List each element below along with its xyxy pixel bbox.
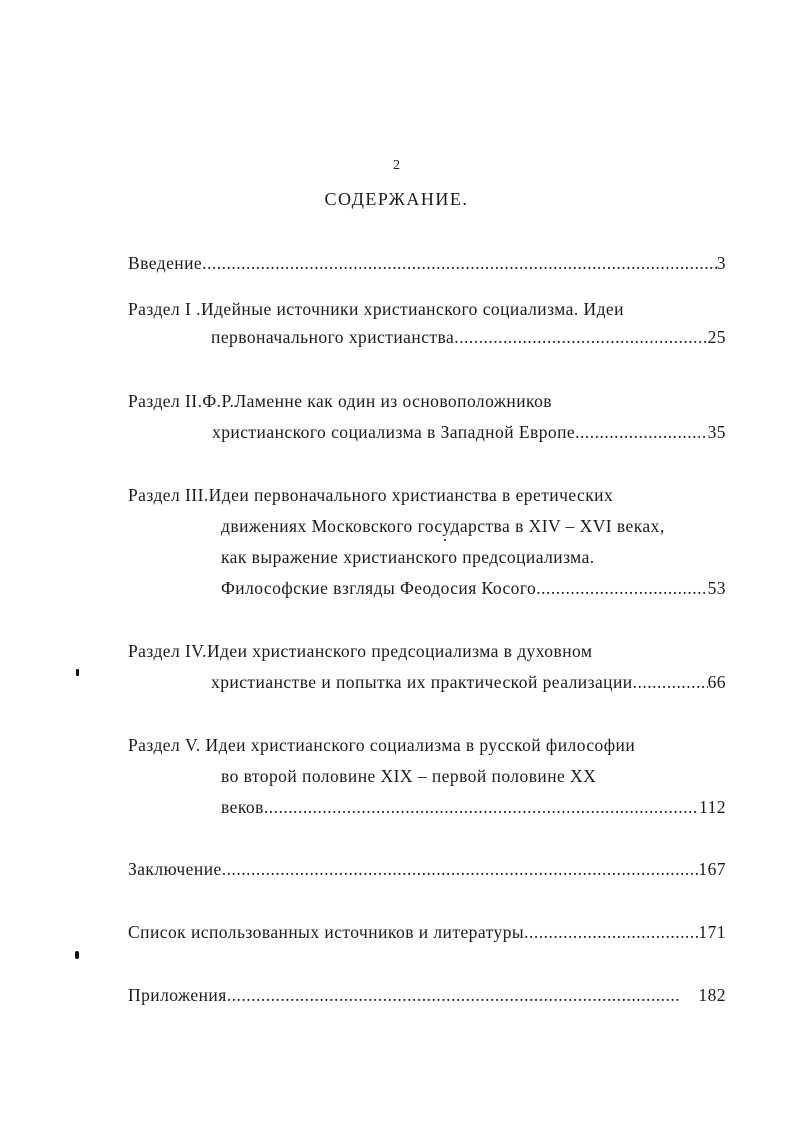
page-title: СОДЕРЖАНИЕ. [324, 189, 469, 209]
toc-leader-dots [264, 795, 699, 819]
toc-leader-dots [222, 857, 699, 881]
toc-entry-section-5 [221, 795, 726, 819]
toc-page-number: 25 [707, 327, 726, 347]
toc-entry-title: веков [221, 797, 264, 817]
toc-entry-introduction [128, 251, 726, 275]
toc-leader-dots [454, 325, 707, 349]
toc-entry-title: христианского социализма в Западной Европе [212, 422, 576, 442]
toc-entry-section-3 [221, 576, 726, 600]
toc-entry-title: первоначального христианства [211, 327, 455, 347]
toc-page-number: 35 [707, 422, 726, 442]
scan-speck [76, 669, 79, 676]
scan-speck [75, 951, 79, 959]
scan-speck [444, 539, 446, 541]
toc-entry-section-3-line-2: движениях Московского государства в XIV – XVI веках, [221, 516, 665, 536]
toc-entry-section-1 [211, 325, 726, 349]
toc-entry-title: Заключение [128, 859, 222, 879]
toc-entry-conclusion [128, 857, 726, 881]
toc-page-number: 112 [699, 797, 726, 817]
toc-entry-title: Приложения [128, 985, 227, 1005]
toc-leader-dots [633, 670, 708, 694]
toc-entry-title: Философские взгляды Феодосия Косого [221, 578, 537, 598]
toc-entry-section-1-line-1: Раздел I .Идейные источники христианского социализма. Идеи [128, 299, 624, 319]
toc-entry-section-3-line-1: Раздел III.Идеи первоначального христианства в еретических [128, 485, 614, 505]
toc-leader-dots [536, 576, 707, 600]
toc-entry-section-5-line-1: Раздел V. Идеи христианского социализма в русской философии [128, 735, 636, 755]
toc-entry-bibliography [128, 920, 726, 944]
toc-leader-dots [202, 251, 717, 275]
toc-entry-section-2-line-1: Раздел II.Ф.Р.Ламенне как один из основоположников [128, 391, 553, 411]
toc-entry-title: христианстве и попытка их практической реализации [211, 672, 633, 692]
toc-page-number: 3 [716, 253, 726, 273]
toc-leader-dots [227, 983, 681, 1007]
toc-page-number: 171 [698, 922, 726, 942]
toc-entry-section-2 [212, 420, 726, 444]
toc-entry-title: Список использованных источников и литературы [128, 922, 525, 942]
toc-entry-section-4 [211, 670, 726, 694]
toc-leader-dots [575, 420, 707, 444]
toc-page-number: 66 [707, 672, 726, 692]
toc-page-number: 167 [698, 859, 726, 879]
toc-entry-appendices [128, 983, 726, 1007]
toc-entry-section-4-line-1: Раздел IV.Идеи христианского предсоциализма в духовном [128, 641, 593, 661]
toc-entry-section-5-line-2: во второй половине XIX – первой половине XX [221, 766, 597, 786]
page-number: 2 [393, 158, 400, 173]
toc-page-number: 53 [707, 578, 726, 598]
toc-page-number: 182 [698, 985, 726, 1005]
toc-entry-section-3-line-3: как выражение христианского предсоциализма. [221, 547, 595, 567]
toc-leader-dots [524, 920, 698, 944]
toc-entry-title: Введение [128, 253, 203, 273]
